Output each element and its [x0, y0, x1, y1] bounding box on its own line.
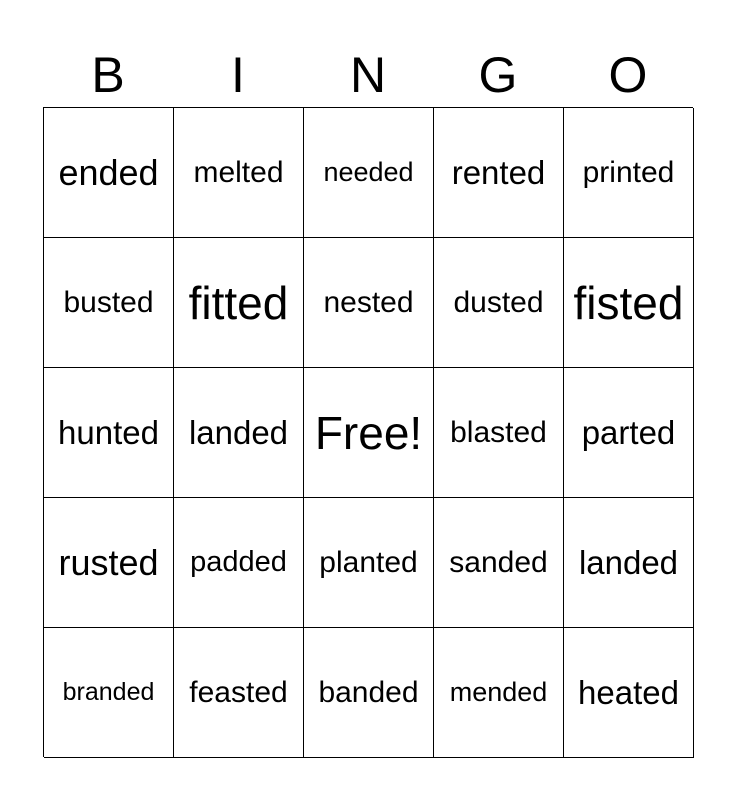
free-space[interactable]: Free! — [304, 368, 434, 498]
bingo-cell[interactable]: nested — [304, 238, 434, 368]
bingo-cell[interactable]: landed — [174, 368, 304, 498]
bingo-cell[interactable]: parted — [564, 368, 694, 498]
bingo-cell[interactable]: branded — [44, 628, 174, 758]
header-letter-o: O — [608, 47, 648, 103]
bingo-cell[interactable]: hunted — [44, 368, 174, 498]
bingo-cell[interactable]: sanded — [434, 498, 564, 628]
bingo-grid — [43, 107, 693, 757]
bingo-cell[interactable]: heated — [564, 628, 694, 758]
bingo-cell[interactable]: feasted — [174, 628, 304, 758]
header-letter-i: I — [231, 47, 245, 103]
bingo-cell[interactable]: needed — [304, 108, 434, 238]
bingo-cell[interactable]: rented — [434, 108, 564, 238]
header-letter-n: N — [349, 47, 387, 103]
bingo-cell[interactable]: padded — [174, 498, 304, 628]
bingo-cell[interactable]: printed — [564, 108, 694, 238]
bingo-cell[interactable]: busted — [44, 238, 174, 368]
header-letter-b: B — [91, 47, 125, 103]
bingo-cell[interactable]: fitted — [174, 238, 304, 368]
bingo-cell[interactable]: rusted — [44, 498, 174, 628]
bingo-cell[interactable]: dusted — [434, 238, 564, 368]
bingo-cell[interactable]: banded — [304, 628, 434, 758]
bingo-cell[interactable]: landed — [564, 498, 694, 628]
bingo-cell[interactable]: blasted — [434, 368, 564, 498]
bingo-cell[interactable]: planted — [304, 498, 434, 628]
header-letter-g: G — [478, 47, 518, 103]
bingo-cell[interactable]: melted — [174, 108, 304, 238]
bingo-cell[interactable]: fisted — [564, 238, 694, 368]
bingo-cell[interactable]: ended — [44, 108, 174, 238]
bingo-header — [43, 44, 693, 106]
bingo-cell[interactable]: mended — [434, 628, 564, 758]
